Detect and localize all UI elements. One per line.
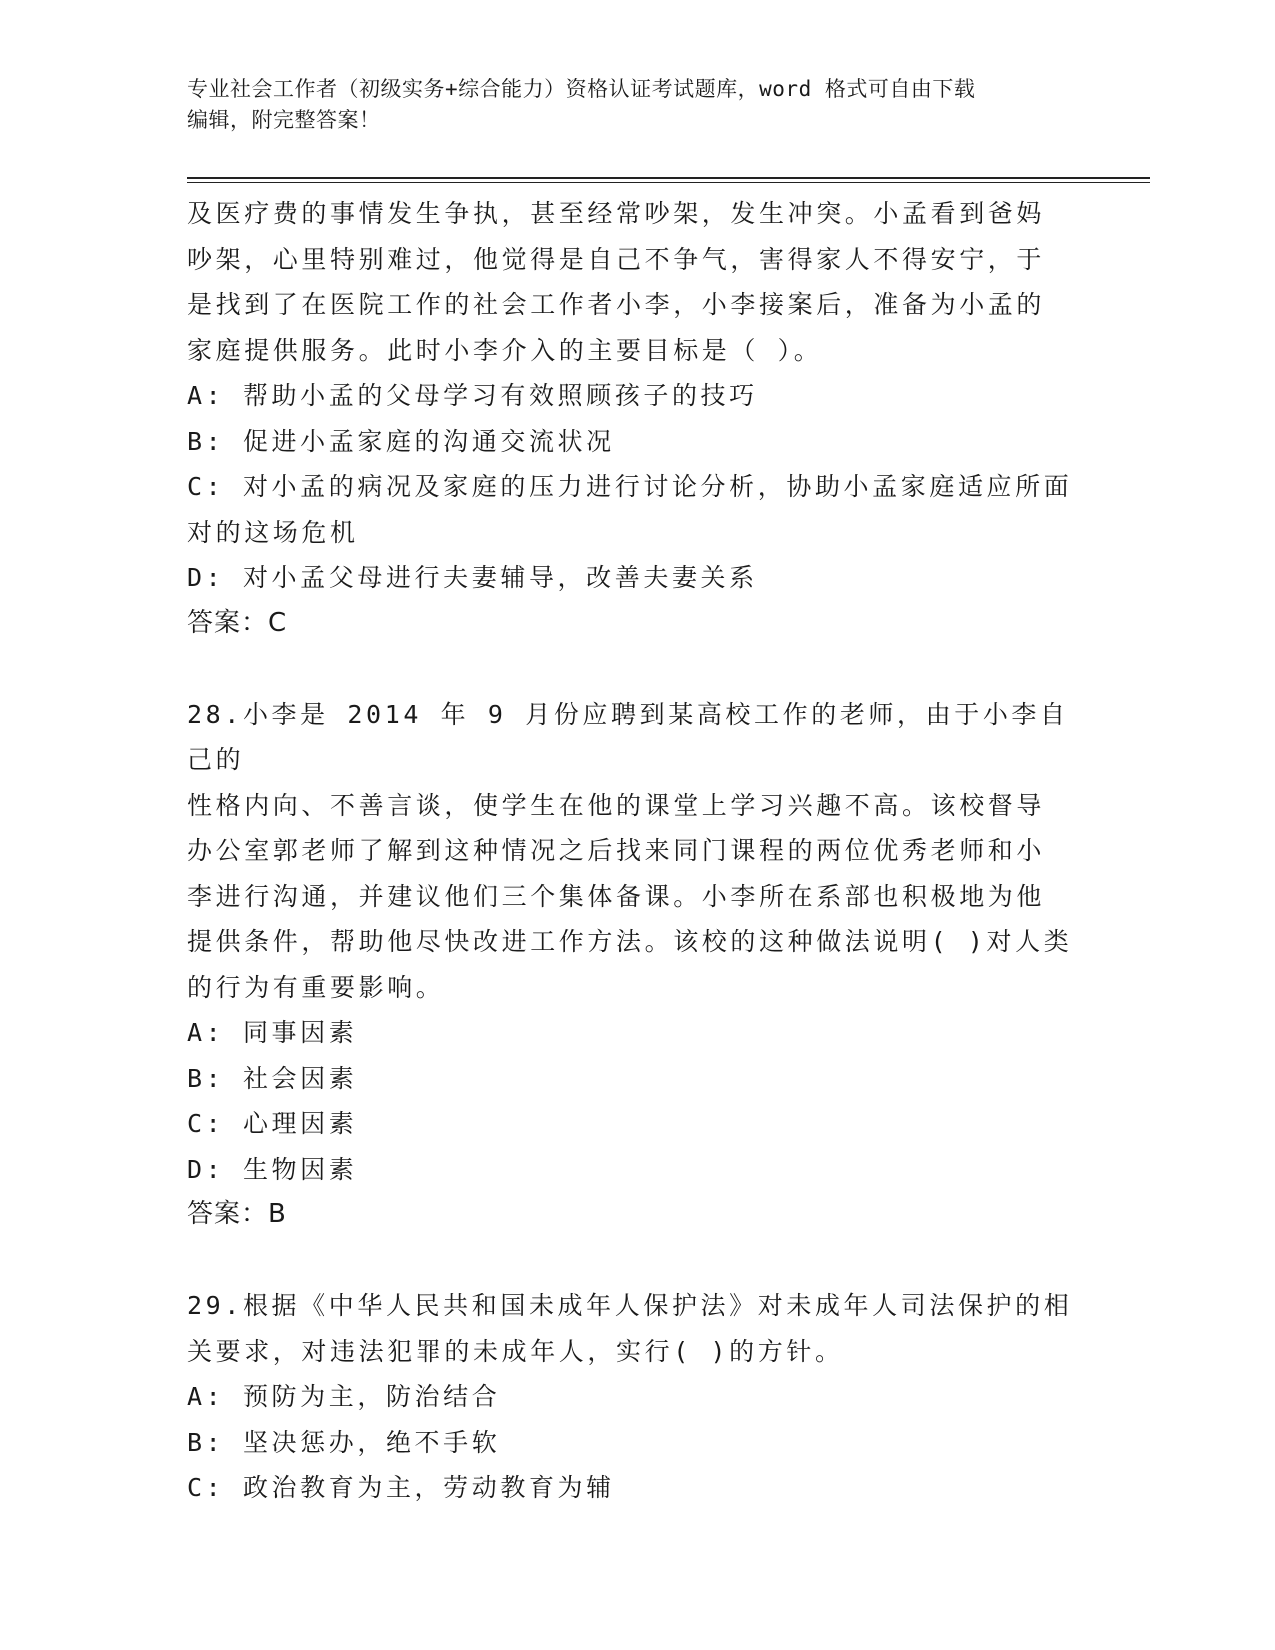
document-body	[187, 191, 1092, 1511]
question-27	[187, 191, 1092, 646]
question-stem-line: 的行为有重要影响。	[187, 972, 445, 1002]
option-c: C: 政治教育为主，劳动教育为辅	[187, 1473, 615, 1502]
answer: 答案：C	[187, 607, 288, 638]
question-stem-line: 家庭提供服务。此时小李介入的主要目标是（ ）。	[187, 335, 823, 365]
question-stem-line: 李进行沟通，并建议他们三个集体备课。小李所在系部也积极地为他	[187, 881, 1046, 911]
header-line-1: 专业社会工作者（初级实务+综合能力）资格认证考试题库，word 格式可自由下载	[187, 77, 976, 101]
question-29	[187, 1283, 1092, 1511]
option-c: C: 心理因素	[187, 1109, 358, 1138]
option-d: D: 生物因素	[187, 1154, 358, 1184]
page-header	[187, 74, 1087, 136]
option-a: A: 预防为主，防治结合	[187, 1382, 501, 1411]
spacer	[187, 646, 1092, 692]
question-stem-line: 提供条件，帮助他尽快改进工作方法。该校的这种做法说明( )对人类	[187, 927, 1073, 956]
option-b: B: 社会因素	[187, 1063, 358, 1093]
question-stem-line: 是找到了在医院工作的社会工作者小李，小李接案后，准备为小孟的	[187, 290, 1046, 319]
question-stem-line: 吵架，心里特别难过，他觉得是自己不争气，害得家人不得安宁，于	[187, 244, 1046, 274]
option-b: B: 促进小孟家庭的沟通交流状况	[187, 426, 615, 456]
question-stem-line: 性格内向、不善言谈，使学生在他的课堂上学习兴趣不高。该校督导	[187, 790, 1046, 820]
question-stem-line: 及医疗费的事情发生争执，甚至经常吵架，发生冲突。小孟看到爸妈	[187, 199, 1046, 228]
option-d: D: 对小孟父母进行夫妻辅导，改善夫妻关系	[187, 563, 758, 592]
question-stem-line: 28.小李是 2014 年 9 月份应聘到某高校工作的老师，由于小李自己的	[187, 699, 1069, 774]
question-stem-line: 办公室郭老师了解到这种情况之后找来同门课程的两位优秀老师和小	[187, 836, 1046, 865]
option-a: A: 帮助小孟的父母学习有效照顾孩子的技巧	[187, 381, 758, 410]
option-a: A: 同事因素	[187, 1018, 358, 1047]
answer: 答案：B	[187, 1199, 287, 1229]
header-line-2: 编辑，附完整答案！	[187, 108, 381, 132]
question-28	[187, 692, 1092, 1238]
option-c: C: 对小孟的病况及家庭的压力进行讨论分析，协助小孟家庭适应所面	[187, 472, 1073, 501]
option-c-continued: 对的这场危机	[187, 517, 359, 547]
question-stem-line: 关要求，对违法犯罪的未成年人，实行( )的方针。	[187, 1336, 844, 1366]
header-divider-thick	[187, 177, 1150, 179]
option-b: B: 坚决惩办，绝不手软	[187, 1427, 501, 1457]
header-divider-thin	[187, 182, 1150, 183]
spacer	[187, 1238, 1092, 1284]
question-stem-line: 29.根据《中华人民共和国未成年人保护法》对未成年人司法保护的相	[187, 1291, 1073, 1320]
